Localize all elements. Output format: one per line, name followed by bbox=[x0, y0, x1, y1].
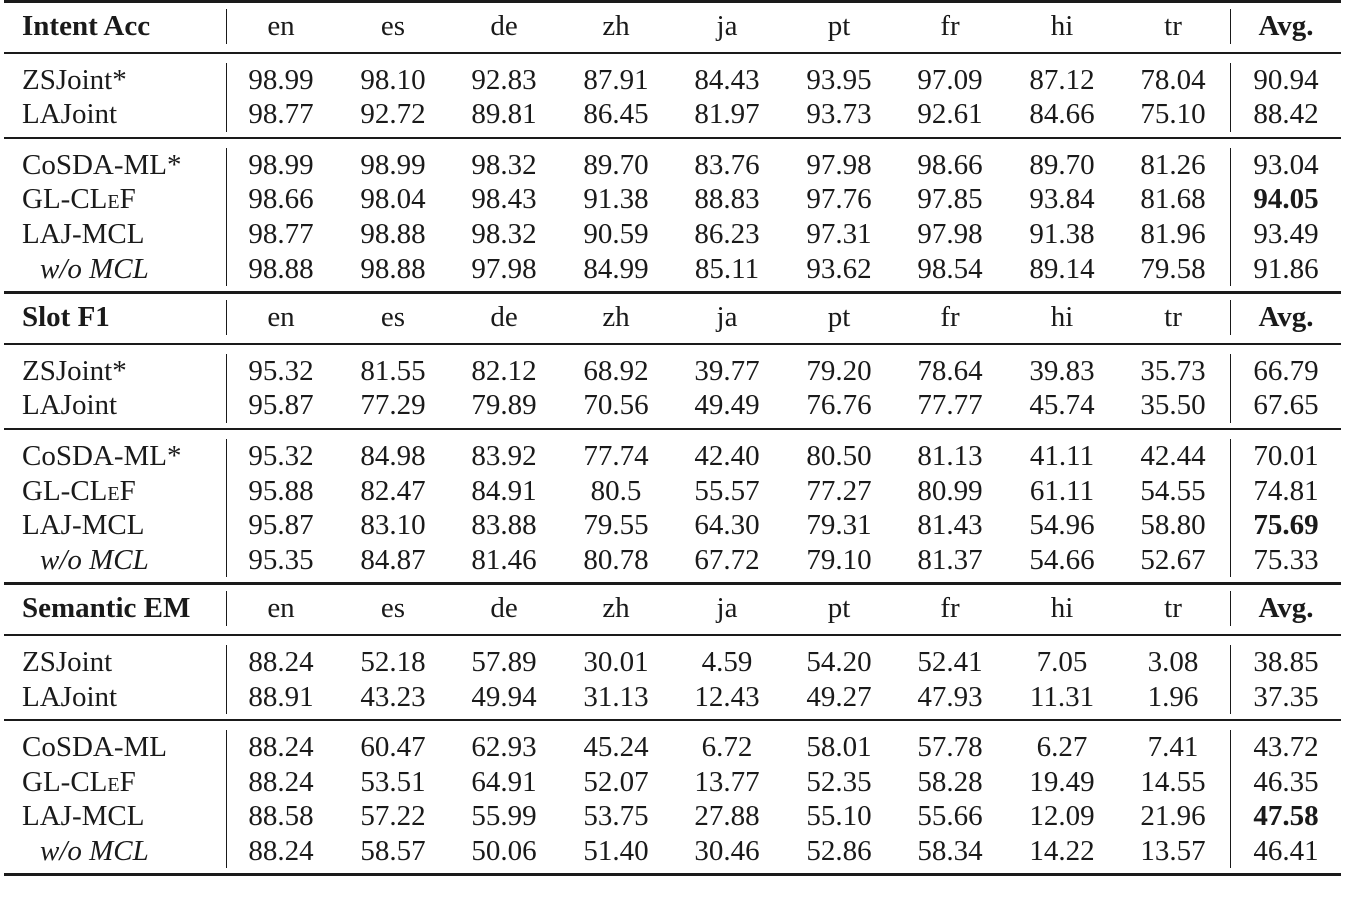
score-en: 88.24 bbox=[248, 834, 314, 867]
score-de: 62.93 bbox=[471, 731, 537, 764]
score-de: 50.06 bbox=[471, 834, 537, 867]
score-es: 84.87 bbox=[360, 543, 426, 576]
score-hi: 45.74 bbox=[1029, 389, 1095, 422]
score-pt: 49.27 bbox=[806, 680, 872, 713]
score-en: 88.24 bbox=[248, 765, 314, 798]
score-fr: 80.99 bbox=[917, 474, 983, 507]
score-es: 84.98 bbox=[360, 439, 426, 472]
method-name: w/o MCL bbox=[40, 252, 149, 285]
score-fr: 98.54 bbox=[917, 252, 983, 285]
score-ja: 81.97 bbox=[694, 98, 760, 131]
column-header-tr: tr bbox=[1164, 10, 1182, 42]
score-de: 49.94 bbox=[471, 680, 537, 713]
column-header-hi: hi bbox=[1050, 10, 1074, 42]
score-tr: 35.73 bbox=[1140, 354, 1206, 387]
score-tr: 54.55 bbox=[1140, 474, 1206, 507]
score-ja: 55.57 bbox=[694, 474, 760, 507]
column-header-zh: zh bbox=[602, 301, 630, 334]
score-en: 98.99 bbox=[248, 63, 314, 96]
score-zh: 84.99 bbox=[583, 252, 649, 285]
score-en: 88.58 bbox=[248, 800, 314, 833]
score-de: 92.83 bbox=[471, 63, 537, 96]
score-zh: 45.24 bbox=[583, 731, 649, 764]
column-header-ja: ja bbox=[716, 10, 738, 42]
column-header-de: de bbox=[490, 301, 518, 334]
score-zh: 91.38 bbox=[583, 183, 649, 216]
score-fr: 58.28 bbox=[917, 765, 983, 798]
score-avg: 75.33 bbox=[1253, 543, 1319, 576]
score-pt: 79.31 bbox=[806, 509, 872, 542]
table-row bbox=[4, 354, 1341, 389]
score-es: 98.88 bbox=[360, 217, 426, 250]
score-en: 95.32 bbox=[248, 439, 314, 472]
score-fr: 58.34 bbox=[917, 834, 983, 867]
method-name: w/o MCL bbox=[40, 543, 149, 576]
score-zh: 80.5 bbox=[590, 474, 642, 507]
table-row bbox=[4, 645, 1341, 680]
column-header-hi: hi bbox=[1050, 592, 1074, 625]
score-en: 95.87 bbox=[248, 509, 314, 542]
score-en: 98.99 bbox=[248, 148, 314, 181]
score-avg: 75.69 bbox=[1253, 509, 1319, 542]
score-ja: 27.88 bbox=[694, 800, 760, 833]
score-fr: 97.98 bbox=[917, 217, 983, 250]
row-group bbox=[4, 645, 1341, 714]
score-hi: 84.66 bbox=[1029, 98, 1095, 131]
score-de: 98.32 bbox=[471, 217, 537, 250]
score-fr: 81.37 bbox=[917, 543, 983, 576]
table-row bbox=[4, 148, 1341, 183]
score-avg: 93.49 bbox=[1253, 217, 1319, 250]
score-hi: 11.31 bbox=[1029, 680, 1095, 713]
section-title: Semantic EM bbox=[22, 592, 191, 625]
method-name: CoSDA-ML* bbox=[22, 148, 182, 181]
score-fr: 92.61 bbox=[917, 98, 983, 131]
score-es: 81.55 bbox=[360, 354, 426, 387]
score-tr: 75.10 bbox=[1140, 98, 1206, 131]
score-hi: 87.12 bbox=[1029, 63, 1095, 96]
column-header-de: de bbox=[490, 10, 518, 42]
method-name: LAJ-MCL bbox=[22, 800, 145, 833]
score-avg: 67.65 bbox=[1253, 389, 1319, 422]
section-header bbox=[4, 591, 1341, 626]
score-tr: 14.55 bbox=[1140, 765, 1206, 798]
table-row bbox=[4, 680, 1341, 715]
method-name: CoSDA-ML* bbox=[22, 439, 182, 472]
score-fr: 97.85 bbox=[917, 183, 983, 216]
method-name: w/o MCL bbox=[40, 834, 149, 867]
column-header-fr: fr bbox=[940, 301, 960, 334]
method-name: GL-CLeF bbox=[22, 765, 136, 798]
method-name: LAJoint bbox=[22, 389, 118, 422]
score-avg: 94.05 bbox=[1253, 183, 1319, 216]
score-fr: 97.09 bbox=[917, 63, 983, 96]
score-hi: 6.27 bbox=[1036, 731, 1088, 764]
score-de: 84.91 bbox=[471, 474, 537, 507]
score-fr: 98.66 bbox=[917, 148, 983, 181]
table-row bbox=[4, 543, 1341, 578]
score-zh: 79.55 bbox=[583, 509, 649, 542]
table-row bbox=[4, 834, 1341, 869]
score-pt: 80.50 bbox=[806, 439, 872, 472]
score-en: 95.87 bbox=[248, 389, 314, 422]
score-pt: 58.01 bbox=[806, 731, 872, 764]
score-es: 52.18 bbox=[360, 645, 426, 678]
score-tr: 35.50 bbox=[1140, 389, 1206, 422]
header-row bbox=[4, 300, 1341, 335]
score-tr: 3.08 bbox=[1147, 645, 1199, 678]
score-hi: 93.84 bbox=[1029, 183, 1095, 216]
score-ja: 4.59 bbox=[701, 645, 753, 678]
score-ja: 83.76 bbox=[694, 148, 760, 181]
score-ja: 49.49 bbox=[694, 389, 760, 422]
score-tr: 81.68 bbox=[1140, 183, 1206, 216]
score-es: 98.04 bbox=[360, 183, 426, 216]
score-de: 98.43 bbox=[471, 183, 537, 216]
table-row bbox=[4, 182, 1341, 217]
score-avg: 46.35 bbox=[1253, 765, 1319, 798]
table-row bbox=[4, 799, 1341, 834]
score-de: 98.32 bbox=[471, 148, 537, 181]
column-header-tr: tr bbox=[1164, 301, 1182, 334]
score-hi: 19.49 bbox=[1029, 765, 1095, 798]
horizontal-rule bbox=[4, 873, 1341, 876]
column-header-avg: Avg. bbox=[1258, 301, 1314, 334]
method-name: GL-CLeF bbox=[22, 474, 136, 507]
score-zh: 68.92 bbox=[583, 354, 649, 387]
score-es: 92.72 bbox=[360, 98, 426, 131]
score-zh: 31.13 bbox=[583, 680, 649, 713]
score-ja: 88.83 bbox=[694, 183, 760, 216]
score-avg: 70.01 bbox=[1253, 439, 1319, 472]
score-es: 98.99 bbox=[360, 148, 426, 181]
score-ja: 30.46 bbox=[694, 834, 760, 867]
score-pt: 77.27 bbox=[806, 474, 872, 507]
header-row bbox=[4, 591, 1341, 626]
column-header-en: en bbox=[267, 10, 295, 42]
score-hi: 91.38 bbox=[1029, 217, 1095, 250]
score-tr: 1.96 bbox=[1147, 680, 1199, 713]
score-ja: 39.77 bbox=[694, 354, 760, 387]
score-ja: 6.72 bbox=[701, 731, 753, 764]
score-de: 79.89 bbox=[471, 389, 537, 422]
score-hi: 89.70 bbox=[1029, 148, 1095, 181]
score-avg: 37.35 bbox=[1253, 680, 1319, 713]
score-fr: 81.43 bbox=[917, 509, 983, 542]
score-fr: 81.13 bbox=[917, 439, 983, 472]
score-ja: 85.11 bbox=[694, 252, 760, 285]
method-name: GL-CLeF bbox=[22, 183, 136, 216]
score-de: 57.89 bbox=[471, 645, 537, 678]
table-row bbox=[4, 217, 1341, 252]
score-ja: 86.23 bbox=[694, 217, 760, 250]
score-avg: 43.72 bbox=[1253, 731, 1319, 764]
column-header-pt: pt bbox=[827, 301, 851, 334]
section-header bbox=[4, 300, 1341, 335]
score-es: 43.23 bbox=[360, 680, 426, 713]
score-en: 95.32 bbox=[248, 354, 314, 387]
score-en: 88.91 bbox=[248, 680, 314, 713]
score-es: 98.88 bbox=[360, 252, 426, 285]
table-row bbox=[4, 97, 1341, 132]
score-avg: 93.04 bbox=[1253, 148, 1319, 181]
score-pt: 76.76 bbox=[806, 389, 872, 422]
score-ja: 13.77 bbox=[694, 765, 760, 798]
score-pt: 97.76 bbox=[806, 183, 872, 216]
score-hi: 61.11 bbox=[1029, 474, 1095, 507]
score-es: 77.29 bbox=[360, 389, 426, 422]
score-de: 83.88 bbox=[471, 509, 537, 542]
score-pt: 93.73 bbox=[806, 98, 872, 131]
row-group bbox=[4, 63, 1341, 132]
score-fr: 57.78 bbox=[917, 731, 983, 764]
method-name: LAJ-MCL bbox=[22, 509, 145, 542]
score-zh: 87.91 bbox=[583, 63, 649, 96]
method-name: CoSDA-ML bbox=[22, 731, 168, 764]
score-ja: 67.72 bbox=[694, 543, 760, 576]
score-pt: 79.10 bbox=[806, 543, 872, 576]
score-avg: 74.81 bbox=[1253, 474, 1319, 507]
score-zh: 86.45 bbox=[583, 98, 649, 131]
score-en: 88.24 bbox=[248, 645, 314, 678]
score-de: 64.91 bbox=[471, 765, 537, 798]
score-tr: 79.58 bbox=[1140, 252, 1206, 285]
column-header-es: es bbox=[380, 10, 406, 42]
score-ja: 42.40 bbox=[694, 439, 760, 472]
score-pt: 52.86 bbox=[806, 834, 872, 867]
section-title: Slot F1 bbox=[22, 301, 110, 334]
score-pt: 93.62 bbox=[806, 252, 872, 285]
score-en: 98.77 bbox=[248, 217, 314, 250]
score-avg: 88.42 bbox=[1253, 98, 1319, 131]
score-tr: 52.67 bbox=[1140, 543, 1206, 576]
score-zh: 52.07 bbox=[583, 765, 649, 798]
score-tr: 7.41 bbox=[1147, 731, 1199, 764]
score-es: 53.51 bbox=[360, 765, 426, 798]
score-ja: 84.43 bbox=[694, 63, 760, 96]
score-fr: 52.41 bbox=[917, 645, 983, 678]
score-hi: 89.14 bbox=[1029, 252, 1095, 285]
method-name: ZSJoint* bbox=[22, 354, 127, 387]
score-hi: 7.05 bbox=[1036, 645, 1088, 678]
score-tr: 58.80 bbox=[1140, 509, 1206, 542]
score-fr: 78.64 bbox=[917, 354, 983, 387]
row-group bbox=[4, 439, 1341, 577]
column-header-fr: fr bbox=[940, 592, 960, 625]
method-name: LAJoint bbox=[22, 98, 118, 131]
column-header-fr: fr bbox=[940, 10, 960, 42]
column-header-pt: pt bbox=[827, 592, 851, 625]
score-avg: 66.79 bbox=[1253, 354, 1319, 387]
row-group bbox=[4, 148, 1341, 286]
column-header-pt: pt bbox=[827, 10, 851, 42]
score-de: 82.12 bbox=[471, 354, 537, 387]
score-es: 58.57 bbox=[360, 834, 426, 867]
column-header-zh: zh bbox=[602, 10, 630, 42]
score-zh: 70.56 bbox=[583, 389, 649, 422]
score-tr: 21.96 bbox=[1140, 800, 1206, 833]
method-name: LAJoint bbox=[22, 680, 118, 713]
score-pt: 79.20 bbox=[806, 354, 872, 387]
score-hi: 12.09 bbox=[1029, 800, 1095, 833]
header-row bbox=[4, 9, 1341, 44]
score-de: 81.46 bbox=[471, 543, 537, 576]
column-header-tr: tr bbox=[1164, 592, 1182, 625]
score-pt: 52.35 bbox=[806, 765, 872, 798]
table-row bbox=[4, 252, 1341, 287]
table-row bbox=[4, 765, 1341, 800]
score-es: 83.10 bbox=[360, 509, 426, 542]
score-hi: 54.96 bbox=[1029, 509, 1095, 542]
column-header-avg: Avg. bbox=[1258, 10, 1314, 42]
results-table bbox=[4, 0, 1341, 876]
column-header-en: en bbox=[267, 301, 295, 334]
score-zh: 90.59 bbox=[583, 217, 649, 250]
score-es: 57.22 bbox=[360, 800, 426, 833]
score-pt: 93.95 bbox=[806, 63, 872, 96]
column-header-de: de bbox=[490, 592, 518, 625]
method-name: ZSJoint bbox=[22, 645, 113, 678]
column-header-en: en bbox=[267, 592, 295, 625]
table-row bbox=[4, 439, 1341, 474]
score-ja: 12.43 bbox=[694, 680, 760, 713]
score-zh: 51.40 bbox=[583, 834, 649, 867]
score-avg: 38.85 bbox=[1253, 645, 1319, 678]
method-name: LAJ-MCL bbox=[22, 217, 145, 250]
score-hi: 54.66 bbox=[1029, 543, 1095, 576]
score-fr: 77.77 bbox=[917, 389, 983, 422]
section-title: Intent Acc bbox=[22, 10, 151, 42]
score-zh: 89.70 bbox=[583, 148, 649, 181]
score-ja: 64.30 bbox=[694, 509, 760, 542]
score-hi: 14.22 bbox=[1029, 834, 1095, 867]
score-zh: 53.75 bbox=[583, 800, 649, 833]
row-group bbox=[4, 730, 1341, 868]
score-hi: 39.83 bbox=[1029, 354, 1095, 387]
score-en: 95.88 bbox=[248, 474, 314, 507]
column-header-hi: hi bbox=[1050, 301, 1074, 334]
score-en: 98.88 bbox=[248, 252, 314, 285]
score-en: 95.35 bbox=[248, 543, 314, 576]
section-header bbox=[4, 9, 1341, 44]
score-en: 98.77 bbox=[248, 98, 314, 131]
score-tr: 42.44 bbox=[1140, 439, 1206, 472]
method-name: ZSJoint* bbox=[22, 63, 127, 96]
score-de: 89.81 bbox=[471, 98, 537, 131]
score-zh: 77.74 bbox=[583, 439, 649, 472]
score-es: 82.47 bbox=[360, 474, 426, 507]
score-avg: 47.58 bbox=[1253, 800, 1319, 833]
score-pt: 55.10 bbox=[806, 800, 872, 833]
score-es: 98.10 bbox=[360, 63, 426, 96]
column-header-zh: zh bbox=[602, 592, 630, 625]
score-tr: 78.04 bbox=[1140, 63, 1206, 96]
score-de: 55.99 bbox=[471, 800, 537, 833]
score-pt: 97.31 bbox=[806, 217, 872, 250]
table-row bbox=[4, 730, 1341, 765]
score-tr: 13.57 bbox=[1140, 834, 1206, 867]
score-tr: 81.26 bbox=[1140, 148, 1206, 181]
table-row bbox=[4, 508, 1341, 543]
score-pt: 97.98 bbox=[806, 148, 872, 181]
column-header-avg: Avg. bbox=[1258, 592, 1314, 625]
score-fr: 47.93 bbox=[917, 680, 983, 713]
score-zh: 30.01 bbox=[583, 645, 649, 678]
column-header-es: es bbox=[380, 592, 406, 625]
score-de: 83.92 bbox=[471, 439, 537, 472]
column-header-es: es bbox=[380, 301, 406, 334]
score-en: 98.66 bbox=[248, 183, 314, 216]
score-pt: 54.20 bbox=[806, 645, 872, 678]
score-hi: 41.11 bbox=[1029, 439, 1095, 472]
row-group bbox=[4, 354, 1341, 423]
score-tr: 81.96 bbox=[1140, 217, 1206, 250]
score-avg: 46.41 bbox=[1253, 834, 1319, 867]
column-header-ja: ja bbox=[716, 592, 738, 625]
score-de: 97.98 bbox=[471, 252, 537, 285]
score-avg: 90.94 bbox=[1253, 63, 1319, 96]
score-en: 88.24 bbox=[248, 731, 314, 764]
table-row bbox=[4, 388, 1341, 423]
column-header-ja: ja bbox=[716, 301, 738, 334]
score-es: 60.47 bbox=[360, 731, 426, 764]
score-avg: 91.86 bbox=[1253, 252, 1319, 285]
table-row bbox=[4, 63, 1341, 98]
score-fr: 55.66 bbox=[917, 800, 983, 833]
table-row bbox=[4, 474, 1341, 509]
score-zh: 80.78 bbox=[583, 543, 649, 576]
